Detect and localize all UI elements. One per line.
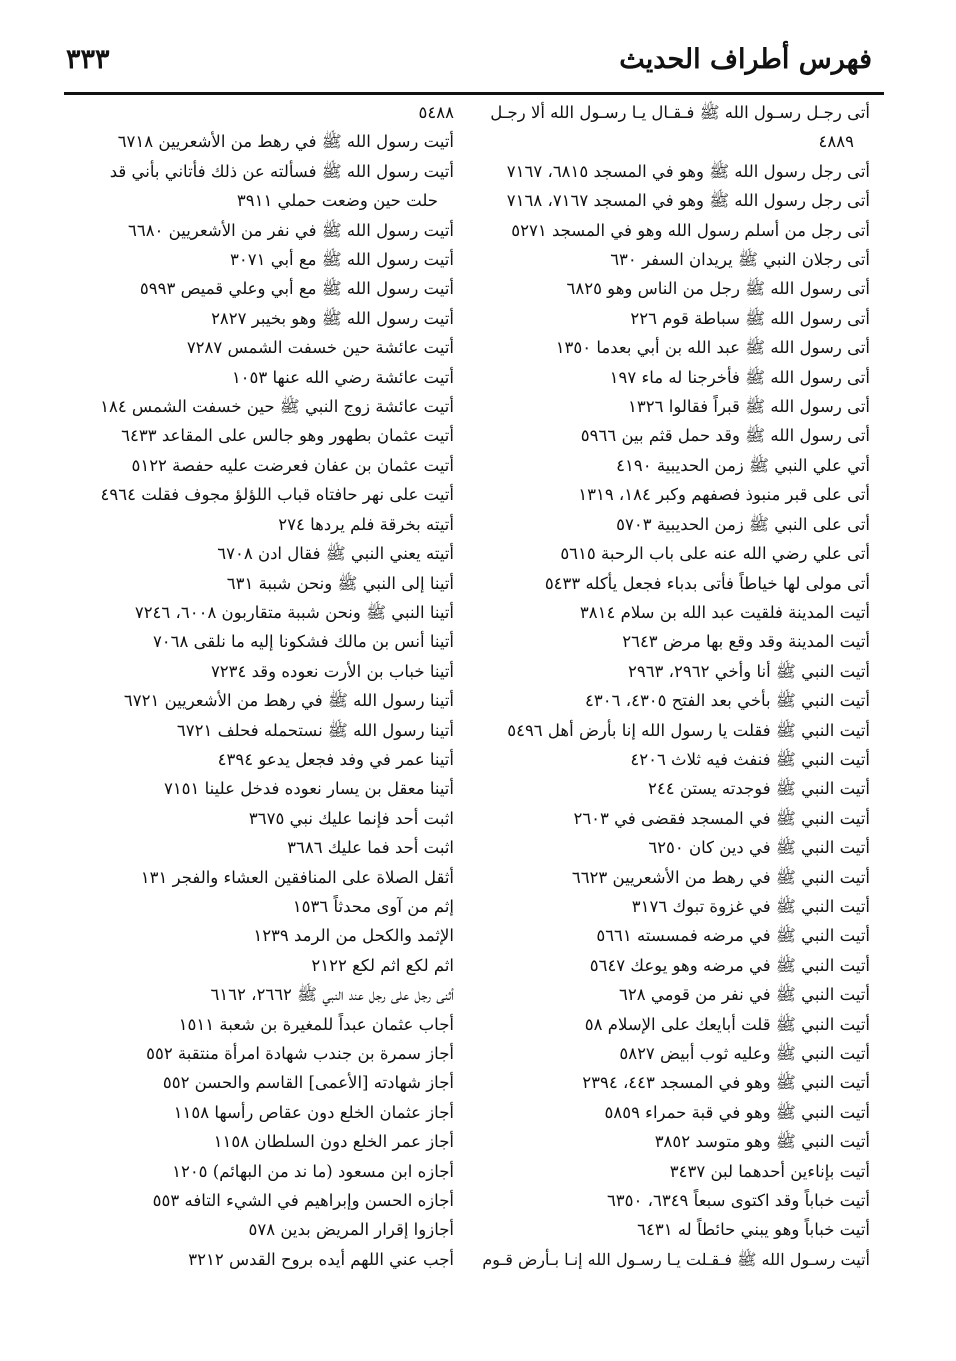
index-entry: أتى رجلان النبي ﷺ يريدان السفر ٦٣٠: [610, 250, 870, 270]
index-entry: أتيت النبي ﷺ وهو متوسد ٣٨٥٢: [654, 1132, 870, 1152]
index-entry: أثقل الصلاة على المنافقين العشاء والفجر ١٣١: [140, 867, 454, 887]
index-entry: ٥٤٨٨: [418, 103, 454, 122]
index-entry: أتينا عمر في وفد فجعل يدعو ٤٣٩٤: [217, 749, 454, 769]
index-entry: أتيت خباباً وقد اكتوى سبعاً ٦٣٤٩، ٦٣٥٠: [606, 1191, 870, 1211]
index-entry: أتيت المدينة وقد وقع بها مرض ٢٦٤٣: [622, 632, 870, 652]
index-entry: أتيت عائشة حين خسفت الشمس ٧٢٨٧: [186, 338, 454, 358]
index-entry: أتيت عائشة زوج النبي ﷺ حين خسفت الشمس ١٨٤: [100, 397, 454, 417]
right-column: [480, 98, 870, 1274]
page-title: فهرس أطراف الحديث: [619, 44, 872, 75]
index-entry: أتي علي النبي ﷺ زمن الحديبية ٤١٩٠: [616, 455, 870, 475]
index-entry: اثم لكع اثم لكع ٢١٢٢: [311, 955, 454, 975]
index-entry: أتيت رسول الله ﷺ وهو بخيبر ٢٨٢٧: [211, 308, 454, 328]
index-entry: أتينا رسول الله ﷺ في رهط من الأشعريين ٦٧٢١: [123, 691, 454, 711]
index-entry: أجاب عثمان عبداً للمغيرة بن شعبة ١٥١١: [178, 1014, 454, 1034]
index-entry: أجب عني اللهم أيده بروح القدس ٣٢١٢: [188, 1249, 454, 1269]
index-entry: أتى علي رضي الله عنه على باب الرحبة ٥٦١٥: [560, 544, 870, 564]
index-entry: أتيت عثمان بطهور وهو جالس على المقاعد ٦٤٣٣: [121, 426, 454, 446]
index-entry: أتيت النبي ﷺ فنفث فيه ثلاث ٤٢٠٦: [630, 749, 870, 769]
index-entry: أتيت النبي ﷺ وعليه ثوب أبيض ٥٨٢٧: [619, 1044, 870, 1063]
index-entry: أتيت عثمان بن عفان فعرضت عليه حفصة ٥١٢٢: [131, 455, 454, 475]
index-entry: أتيت خباباً وهو يبني حائطاً له ٦٤٣١: [637, 1220, 870, 1240]
index-entry: أتيت رسول الله ﷺ في نفر من الأشعريين ٦٦٨٠: [127, 220, 454, 240]
index-entry: أتيته يعني النبي ﷺ فقال ادن ٦٧٠٨: [217, 544, 454, 564]
index-entry: أتيت المدينة فلقيت عبد الله بن سلام ٣٨١٤: [579, 602, 870, 622]
index-entry: أجاز عثمان الخلع دون عقاص رأسها ١١٥٨: [173, 1102, 454, 1122]
index-entry: أتى رسول الله ﷺ عبد الله بن أبي بعدما ١٣٥٠: [555, 338, 870, 358]
index-entry: أتى رجل رسول الله ﷺ وهو في المسجد ٦٨١٥، ٧١٦٧: [506, 161, 870, 181]
index-entry: أتى رسول الله ﷺ قبراً فقالوا ١٣٢٦: [628, 397, 870, 417]
index-entry: أجاز شهادته [الأعمى] القاسم والحسن ٥٥٢: [162, 1073, 454, 1093]
index-entry: أتيت النبي ﷺ فقلت يا رسول الله إنا بأرض أهل ٥٤٩٦: [507, 720, 870, 740]
index-entry: أتيت النبي ﷺ في مرضه فمسسته ٥٦٦١: [596, 926, 870, 946]
index-entry: أتيت رسول الله ﷺ في رهط من الأشعريين ٦٧١٨: [117, 132, 454, 152]
index-entry: أتى رجل من أسلم رسول الله وهو في المسجد ٥٢٧١: [511, 220, 870, 240]
index-entry: أتيت النبي ﷺ أنا وأخي ٢٩٦٢، ٢٩٦٣: [627, 661, 870, 681]
index-entry: الإثمد والكحل من الرمد ١٢٣٩: [253, 926, 454, 946]
index-entry: أتينا معقل بن يسار نعوده فدخل علينا ٧١٥١: [163, 779, 454, 799]
index-entry: أتيت بإناءين أحدهما لبن ٣٤٣٧: [669, 1161, 870, 1181]
index-entry: أتى رسول الله ﷺ وقد حمل قثم بين ٥٩٦٦: [580, 426, 870, 446]
index-entry: أتيت النبي ﷺ في دين كان ٦٢٥٠: [648, 838, 870, 858]
index-entry: أتيت النبي ﷺ في غزوة تبوك ٣١٧٦: [631, 896, 870, 916]
index-entry: أتيت النبي ﷺ قلت أبايعك على الإسلام ٥٨: [584, 1014, 870, 1034]
index-entry: أتينا رسول الله ﷺ نستحمله فحلف ٦٧٢١: [176, 720, 454, 740]
index-entry: أتى رجـل رسـول الله ﷺ فـقـال يـا رسـول الله ألا رجـل ٤٨٨٩: [490, 103, 870, 152]
index-entry: أتينا النبي ﷺ ونحن شببة متقاربون ٦٠٠٨، ٧٢٤٦: [134, 602, 454, 622]
index-entry: أتيت عائشة رضي الله عنها ١٠٥٣: [231, 367, 454, 387]
index-entry: أتيت النبي ﷺ بأخي بعد الفتح ٤٣٠٥، ٤٣٠٦: [585, 691, 870, 711]
index-entry: أجاز سمرة بن جندب شهادة امرأة منتقبة ٥٥٢: [146, 1044, 454, 1063]
header-rule: [64, 92, 884, 95]
index-entry: أتيت النبي ﷺ وهو في قبة حمراء ٥٨٥٩: [604, 1102, 870, 1122]
index-entry: أتينا أنس بن مالك فشكونا إليه ما نلقى ٧٠٦٨: [152, 632, 454, 652]
index-entry: أتينا إلى النبي ﷺ ونحن شببة ٦٣١: [226, 573, 454, 593]
index-entry: أتيت النبي ﷺ في المسجد فقضى في ٢٦٠٣: [573, 808, 870, 828]
index-entry: أثنى رجل على رجل عند النبي ﷺ ٢٦٦٢، ٦١٦٢: [210, 985, 454, 1005]
index-entry: أتى على النبي ﷺ زمن الحديبية ٥٧٠٣: [616, 514, 870, 534]
index-entry: أتيته بخرقة فلم يردها ٢٧٤: [278, 514, 454, 534]
index-entry: إثم من آوى محدثاً ١٥٣٦: [292, 896, 454, 916]
index-entry: أتى رسول الله ﷺ فأخرجنا له ماء ١٩٧: [609, 367, 870, 387]
left-column: [74, 98, 454, 1274]
index-entry: أتيت النبي ﷺ في نفر من قومي ٦٢٨: [618, 985, 870, 1005]
index-entry: أجازوا إقرار المريض بدين ٥٧٨: [248, 1220, 454, 1240]
index-entry: أتيت النبي ﷺ وهو في المسجد ٤٤٣، ٢٣٩٤: [582, 1073, 870, 1093]
index-entry: أتينا خباب بن الأرت نعوده وقد ٧٢٣٤: [210, 661, 454, 681]
index-entry: أتى رسول الله ﷺ رجل من الناس وهو ٦٨٢٥: [566, 279, 870, 299]
index-entry: أجازه الحسن وإبراهيم في الشيء التافه ٥٥٣: [152, 1191, 454, 1211]
index-entry: أتيت رسـول الله ﷺ فـقـلت يـا رسـول الله إنـا بـأرض قـوم: [482, 1249, 870, 1269]
index-entry: أتيت النبي ﷺ في رهط من الأشعريين ٦٦٢٣: [571, 867, 870, 887]
index-entry: أتى رسول الله ﷺ سباطة قوم ٢٢٦: [630, 308, 870, 328]
page-number: ٣٣٣: [66, 44, 110, 75]
index-entry: أتيت على نهر حافتاه قباب اللؤلؤ مجوف فقلت ٤٩٦٤: [100, 485, 454, 505]
index-entry: أجاز عمر الخلع دون السلطان ١١٥٨: [213, 1132, 454, 1152]
index-entry: أتى على قبر منبوذ فصفهم وكبر ١٨٤، ١٣١٩: [578, 485, 870, 505]
index-entry: أتيت رسول الله ﷺ مع أبي ٣٠٧١: [230, 250, 454, 270]
index-entry: أتيت النبي ﷺ فوجدته يستن ٢٤٤: [648, 779, 870, 799]
index-entry: أتى رجل رسول الله ﷺ وهو في المسجد ٧١٦٧، ٧١٦٨: [506, 191, 870, 211]
index-entry: أتيت رسول الله ﷺ فسألته عن ذلك فأتاني بأني قد حلت حين وضعت حملي ٣٩١١: [109, 161, 454, 211]
index-entry: أتى مولى لها خياطاً فأتى بدباء فجعل يأكله ٥٤٣٣: [544, 573, 870, 593]
index-entry: أجازه ابن مسعود (ما ند من البهائم) ١٢٠٥: [172, 1161, 454, 1181]
index-entry: اثبت أحد فإنما عليك نبي ٣٦٧٥: [248, 808, 454, 828]
index-entry: أتيت النبي ﷺ في مرضه وهو يوعك ٥٦٤٧: [589, 955, 870, 975]
index-entry: اثبت أحد فما عليك ٣٦٨٦: [287, 838, 454, 858]
index-entry: أتيت رسول الله ﷺ مع أبي وعلي قميص ٥٩٩٣: [139, 279, 454, 299]
